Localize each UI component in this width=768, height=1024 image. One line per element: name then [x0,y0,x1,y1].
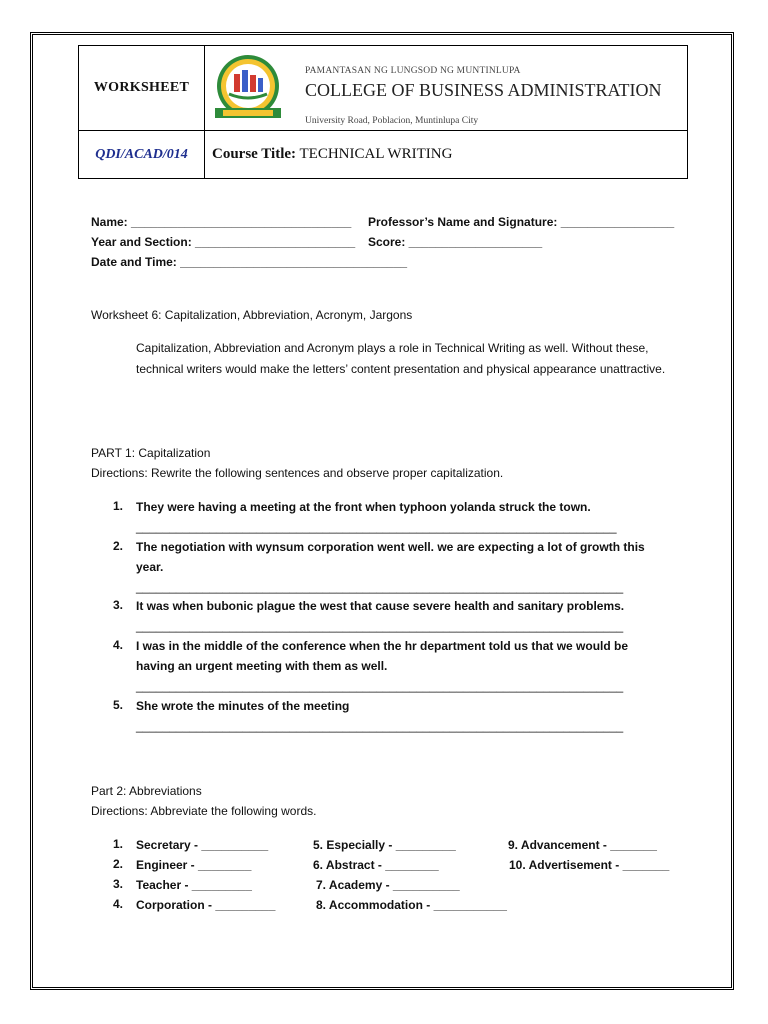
sentence-5: She wrote the minutes of the meeting [136,699,350,713]
abbr-item-abstract[interactable]: 6. Abstract - ________ [313,858,439,872]
item-number: 3. [113,877,124,891]
worksheet-header [78,45,688,179]
item-number: 1. [113,499,124,513]
college-address: University Road, Poblacion, Muntinlupa City [305,116,479,126]
name-field[interactable]: Name: _________________________________ [91,215,352,229]
answer-line-3[interactable]: _________________________________________________________________________ [136,619,624,633]
part1-title: PART 1: Capitalization [91,446,211,460]
abbr-item-advancement[interactable]: 9. Advancement - _______ [508,838,657,852]
date-time-field[interactable]: Date and Time: __________________________________ [91,255,408,269]
item-number: 2. [113,539,124,553]
abbr-item-advertisement[interactable]: 10. Advertisement - _______ [509,858,670,872]
answer-line-2[interactable]: _________________________________________________________________________ [136,580,624,594]
sentence-2: The negotiation with wynsum corporation went well. we are expecting a lot of growth this [136,540,645,554]
abbr-item-teacher[interactable]: Teacher - _________ [136,878,252,892]
answer-line-5[interactable]: _________________________________________________________________________ [136,719,624,733]
score-field[interactable]: Score: ____________________ [368,235,543,249]
answer-line-1[interactable]: ________________________________________________________________________ [136,520,617,534]
sentence-4-cont: having an urgent meeting with them as well. [136,659,388,673]
professor-field[interactable]: Professor’s Name and Signature: _________________ [368,215,675,229]
university-name: PAMANTASAN NG LUNGSOD NG MUNTINLUPA [305,66,521,76]
course-title-label: Course Title: [212,146,297,162]
abbr-item-academy[interactable]: 7. Academy - __________ [316,878,460,892]
worksheet-title: Worksheet 6: Capitalization, Abbreviation, Acronym, Jargons [91,308,413,322]
item-number: 2. [113,857,124,871]
abbr-item-accommodation[interactable]: 8. Accommodation - ___________ [316,898,507,912]
part1-directions: Directions: Rewrite the following sentences and observe proper capitalization. [91,466,504,480]
college-name: COLLEGE OF BUSINESS ADMINISTRATION [305,80,662,100]
sentence-2-cont: year. [136,560,164,574]
document-code-cell [79,131,205,178]
abbr-item-especially[interactable]: 5. Especially - _________ [313,838,456,852]
worksheet-label-cell [79,46,205,131]
worksheet-label: WORKSHEET [93,80,190,95]
sentence-4: I was in the middle of the conference when the hr department told us that we would be [136,639,629,653]
item-number: 5. [113,698,124,712]
answer-line-4[interactable]: _________________________________________________________________________ [136,679,624,693]
abbr-item-secretary[interactable]: Secretary - __________ [136,838,269,852]
abbr-item-engineer[interactable]: Engineer - ________ [136,858,252,872]
intro-paragraph: Capitalization, Abbreviation and Acronym plays a role in Technical Writing as well. Without these, technical writers would make the letters’ content presentation and physical appearance unattractive. [136,341,666,376]
course-title [212,146,452,163]
year-section-field[interactable]: Year and Section: ________________________ [91,235,356,249]
part2-directions: Directions: Abbreviate the following words. [91,804,317,818]
institution-cell [205,46,687,131]
sentence-3: It was when bubonic plague the west that cause severe health and sanitary problems. [136,599,625,613]
course-title-cell [205,131,687,178]
abbr-item-corporation[interactable]: Corporation - _________ [136,898,276,912]
item-number: 1. [113,837,124,851]
college-logo-icon [211,53,285,125]
item-number: 3. [113,598,124,612]
document-code: QDI/ACAD/014 [95,146,188,162]
course-title-value: TECHNICAL WRITING [299,146,453,162]
sentence-1: They were having a meeting at the front when typhoon yolanda struck the town. [136,500,591,514]
item-number: 4. [113,638,124,652]
item-number: 4. [113,897,124,911]
part2-title: Part 2: Abbreviations [91,784,202,798]
